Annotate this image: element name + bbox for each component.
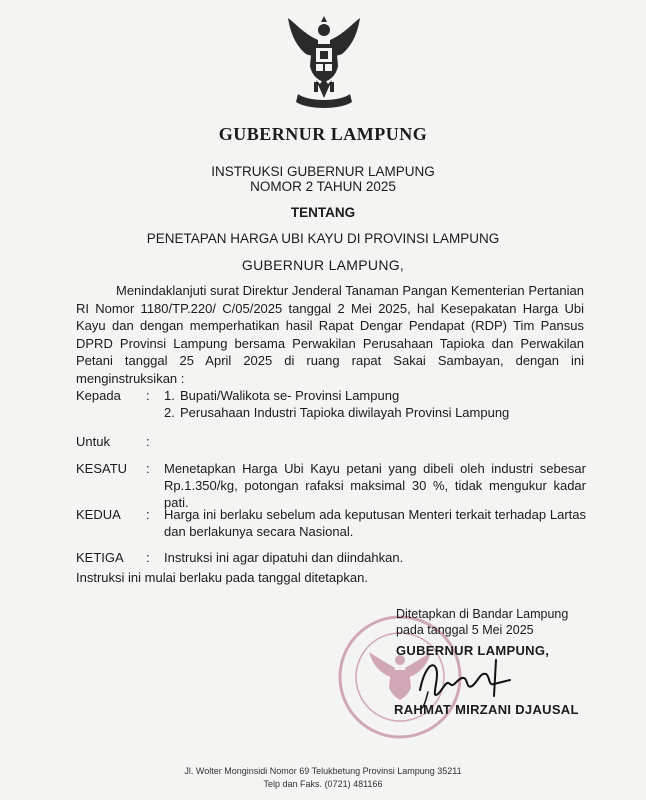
kedua-text: Harga ini berlaku sebelum ada keputusan Menteri terkait terhadap Lartas dan berlakunya secara Nasional. — [164, 507, 586, 539]
addressee-heading: GUBERNUR LAMPUNG, — [241, 257, 405, 273]
list-item: 2. Perusahaan Industri Tapioka diwilayah Provinsi Lampung — [164, 405, 510, 420]
subject-heading: PENETAPAN HARGA UBI KAYU DI PROVINSI LAMPUNG — [146, 231, 500, 246]
closing-statement: Instruksi ini mulai berlaku pada tanggal ditetapkan. — [76, 570, 368, 585]
untuk-label: Untuk — [76, 434, 110, 449]
signing-date: pada tanggal 5 Mei 2025 — [396, 623, 534, 637]
kesatu-text: Menetapkan Harga Ubi Kayu petani yang dibeli oleh industri sebesar Rp.1.350/kg, potongan rafaksi maksimal 30 %, tidak mengukur kadar pati. — [164, 461, 586, 510]
untuk-colon: : — [146, 434, 150, 449]
signing-place: Ditetapkan di Bandar Lampung — [396, 607, 569, 621]
signing-place-date — [396, 606, 568, 638]
ketiga-label: KETIGA — [76, 550, 124, 565]
handwritten-signature-icon — [410, 650, 520, 710]
kesatu-label: KESATU — [76, 461, 128, 476]
footer-phone: Telp dan Faks. (0721) 481166 — [263, 779, 383, 789]
signatory-name: RAHMAT MIRZANI DJAUSAL — [394, 702, 579, 717]
footer-address: Jl. Wolter Monginsidi Nomor 69 Telukbetung Provinsi Lampung 35211 — [184, 766, 462, 776]
institution-title: GUBERNUR LAMPUNG — [218, 124, 428, 144]
kedua-colon: : — [146, 507, 150, 522]
recipient-list — [164, 387, 586, 421]
ketiga-colon: : — [146, 550, 150, 565]
kesatu-colon: : — [146, 461, 150, 476]
document-type: INSTRUKSI GUBERNUR LAMPUNG — [211, 164, 435, 179]
garuda-emblem-icon — [284, 14, 364, 114]
about-heading: TENTANG — [290, 205, 356, 220]
kepada-label: Kepada — [76, 388, 121, 403]
ketiga-text: Instruksi ini agar dipatuhi dan diindahkan. — [164, 550, 404, 565]
signatory-title: GUBERNUR LAMPUNG, — [396, 643, 550, 658]
preamble-paragraph: Menindaklanjuti surat Direktur Jenderal Tanaman Pangan Kementerian Pertanian RI Nomor 1180/TP.220/ C/05/2025 tanggal 2 Mei 2025, hal Kesepakatan Harga Ubi Kayu dan dengan memperhatikan hasil Rapat Dengar Pendapat (RDP) Tim Pansus DPRD Provinsi Lampung bersama Perwakilan Perusahaan Tapioka dan Perwakilan Petani tanggal 25 April 2025 di ruang rapat Sakai Sambayan, dengan ini menginstruksikan : — [76, 283, 584, 386]
document-number: NOMOR 2 TAHUN 2025 — [250, 179, 396, 194]
kepada-colon: : — [146, 388, 150, 403]
list-item: 1. Bupati/Walikota se- Provinsi Lampung — [164, 388, 400, 403]
kedua-label: KEDUA — [76, 507, 121, 522]
